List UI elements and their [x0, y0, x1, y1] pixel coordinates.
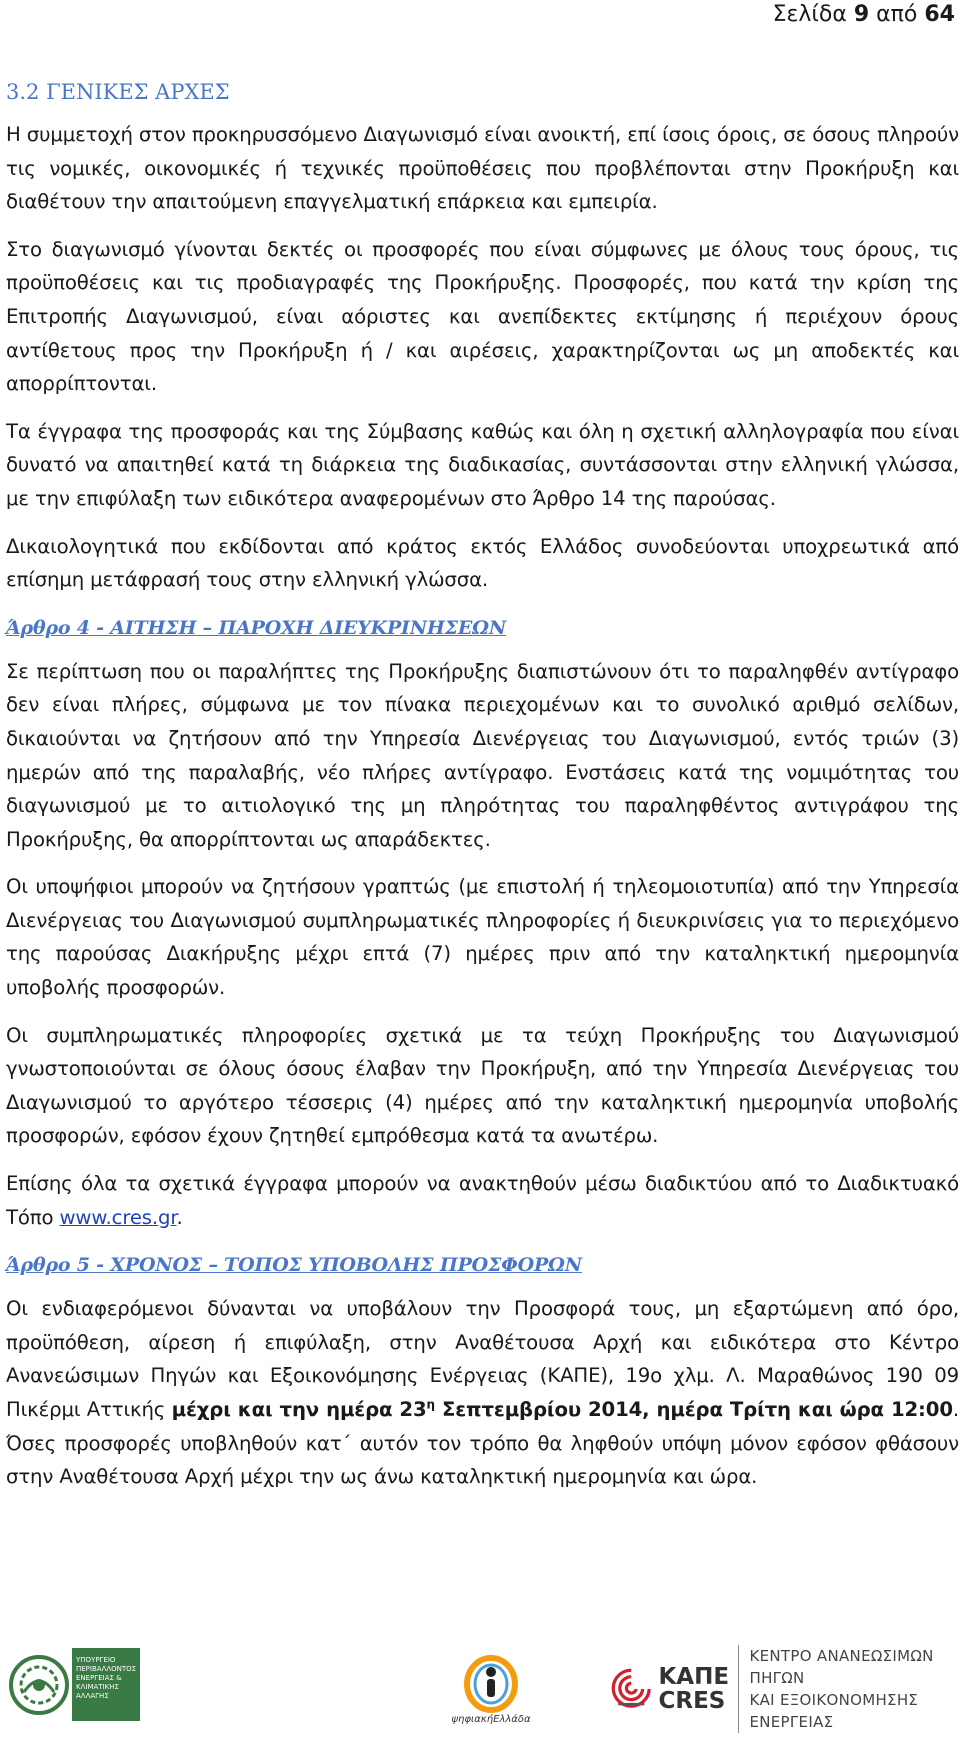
ypeka-text: ΥΠΟΥΡΓΕΙΟ ΠΕΡΙΒΑΛΛΟΝΤΟΣ ΕΝΕΡΓΕΙΑΣ & ΚΛΙΜΑΤΙΚΗΣ ΑΛΛΑΓΗΣ	[72, 1648, 140, 1721]
article-4-paragraph-4: Επίσης όλα τα σχετικά έγγραφα μπορούν να ανακτηθούν μέσω διαδικτύου από το Διαδικτυακό Τόπο www.cres.gr.	[6, 1172, 959, 1229]
ypeka-logo	[6, 1648, 144, 1721]
article-5-heading: Άρθρο 5 - ΧΡΟΝΟΣ – ΤΟΠΟΣ ΥΠΟΒΟΛΗΣ ΠΡΟΣΦΟΡΩΝ	[6, 1254, 582, 1277]
cres-website-link[interactable]: www.cres.gr	[59, 1205, 177, 1229]
paragraph-participation: Η συμμετοχή στον προκηρυσσόμενο Διαγωνισμό είναι ανοικτή, επί ίσοις όροις, σε όσους πληρούν τις νομικές, οικονομικές ή τεχνικές προϋποθέσεις που προβλέπονται στην Προκήρυξη και διαθέτουν την απαιτούμενη επαγγελματική επάρκεια και εμπειρία.	[6, 123, 959, 214]
paragraph-translation: Δικαιολογητικά που εκδίδονται από κράτος εκτός Ελλάδος συνοδεύονται υποχρεωτικά από επίσημη μετάφρασή τους στην ελληνική γλώσσα.	[6, 534, 959, 592]
article-5-paragraph-1: Οι ενδιαφερόμενοι δύνανται να υποβάλουν την Προσφορά τους, μη εξαρτώμενη από όρο, προϋπόθεση, αίρεση ή επιφύλαξη, στην Αναθέτουσα Αρχή και ειδικότερα στο Κέντρο Ανανεώσιμων Πηγών και Εξοικονόμησης Ενέργειας (ΚΑΠΕ), 19ο χλμ. Λ. Μαραθώνος 190 09 Πικέρμι Αττικής μέχρι και την ημέρα $23^\eta$ Σεπτεμβρίου 2014, ημέρα Τρίτη και ώρα 12:00. Όσες προσφορές υποβληθούν κατ΄ αυτόν τον τρόπο θα ληφθούν υπόψη μόνον εφόσον φθάσουν στην Αναθέτουσα Αρχή μέχρι την ως άνω καταληκτική ημερομηνία και ώρα.	[6, 1297, 959, 1489]
article-4-paragraph-1: Σε περίπτωση που οι παραλήπτες της Προκήρυξης διαπιστώνουν ότι το παραληφθέν αντίγραφο δεν είναι πλήρες, σύμφωνα με τον πίνακα περιεχομένων και το συνολικό αριθμό σελίδων, δικαιούνται να ζητήσουν από την Υπηρεσία Διενέργειας του Διαγωνισμού, εντός τριών (3) ημερών από της παραλαβής, νέο πλήρες αντίγραφο. Ενστάσεις κατά της νομιμότητας του διαγωνισμού με το αιτιολογικό της μη πληρότητας του παραληφθέντος αντιγράφου της Προκήρυξης, θα απορρίπτονται ως απαράδεκτες.	[6, 659, 959, 851]
ypeka-emblem-icon	[6, 1652, 72, 1718]
article-4-paragraph-3: Οι συμπληρωματικές πληροφορίες σχετικά με τα τεύχη Προκήρυξης του Διαγωνισμού γνωστοποιούνται σε όλους όσους έλαβαν την Προκήρυξη, από την Υπηρεσία Διενέργειας του Διαγωνισμού το αργότερο τέσσερις (4) ημέρες από την καταληκτική ημερομηνία υποβολής προσφορών, εφόσον έχουν ζητηθεί εμπρόθεσμα κατά τα ανωτέρω.	[6, 1023, 959, 1148]
total-pages: 64	[924, 2, 955, 27]
page-number: Σελίδα 9 από 64	[772, 2, 955, 27]
cres-abbreviation: ΚΑΠΕ CRES	[658, 1664, 730, 1714]
footer-logos	[0, 1647, 960, 1731]
section-title: 3.2 ΓΕΝΙΚΕΣ ΑΡΧΕΣ	[6, 80, 230, 104]
deadline-text: μέχρι και την ημέρα $23^\eta$ Σεπτεμβρίου 2014, ημέρα Τρίτη και ώρα 12:00	[171, 1397, 953, 1421]
cres-full-name: ΚΕΝΤΡΟ ΑΝΑΝΕΩΣΙΜΩΝ ΠΗΓΩΝ ΚΑΙ ΕΞΟΙΚΟΝΟΜΗΣΗΣ ΕΝΕΡΓΕΙΑΣ	[738, 1645, 960, 1733]
paragraph-language: Τα έγγραφα της προσφοράς και της Σύμβασης καθώς και όλη η σχετική αλληλογραφία που είναι δυνατό να απαιτηθεί κατά τη διάρκεια της διαδικασίας, συντάσσονται στην ελληνική γλώσσα, με την επιφύλαξη των ειδικότερα αναφερομένων στο Άρθρο 14 της παρούσας.	[6, 419, 959, 510]
digital-greece-emblem-icon	[456, 1650, 526, 1714]
paragraph-acceptance: Στο διαγωνισμό γίνονται δεκτές οι προσφορές που είναι σύμφωνες με όλους τους όρους, τις προϋποθέσεις και τις προδιαγραφές της Προκήρυξης. Προσφορές, που κατά την κρίση της Επιτροπής Διαγωνισμού, είναι αόριστες και ανεπίδεκτες εκτίμησης ή περιέχουν όρους αντίθετους προς την Προκήρυξη ή / και αιρέσεις, χαρακτηρίζονται ως μη αποδεκτές και απορρίπτονται.	[6, 237, 959, 396]
cres-logo	[610, 1647, 960, 1731]
current-page: 9	[853, 2, 870, 27]
digital-greece-logo: ψηφιακήΕλλάδα	[448, 1650, 534, 1730]
article-4-heading: Άρθρο 4 - ΑΙΤΗΣΗ – ΠΑΡΟΧΗ ΔΙΕΥΚΡΙΝΗΣΕΩΝ	[6, 616, 507, 639]
document-body	[6, 118, 959, 1508]
cres-emblem-icon	[610, 1662, 652, 1716]
article-4-paragraph-2: Οι υποψήφιοι μπορούν να ζητήσουν γραπτώς (με επιστολή ή τηλεομοιοτυπία) από την Υπηρεσία Διενέργειας του Διαγωνισμού συμπληρωματικές πληροφορίες ή διευκρινίσεις για το περιεχόμενο της παρούσας Διακήρυξης μέχρι επτά (7) ημέρες πριν από την καταληκτική ημερομηνία υποβολής προσφορών.	[6, 875, 959, 1000]
